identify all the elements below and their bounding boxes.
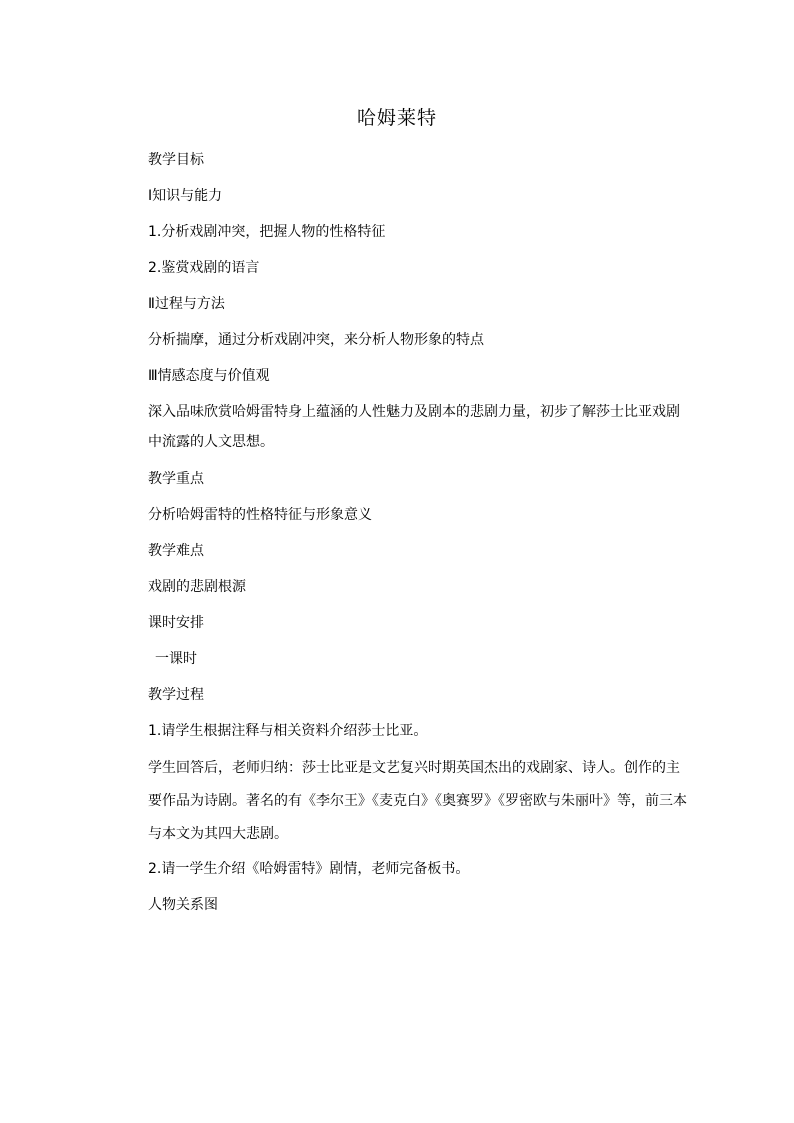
subheading-knowledge-ability: Ⅰ知识与能力 bbox=[148, 188, 223, 204]
process-step-2: 2.请一学生介绍《哈姆雷特》剧情，老师完备板书。 bbox=[148, 861, 470, 877]
heading-teaching-process: 教学过程 bbox=[148, 687, 204, 703]
schedule-text: 一课时 bbox=[155, 651, 197, 667]
difficulties-text: 戏剧的悲剧根源 bbox=[148, 579, 246, 595]
process-step-1: 1.请学生根据注释与相关资料介绍莎士比亚。 bbox=[148, 723, 428, 739]
process-method-text: 分析揣摩，通过分析戏剧冲突，来分析人物形象的特点 bbox=[148, 332, 484, 348]
teacher-summary-line-2: 要作品为诗剧。著名的有《李尔王》《麦克白》《奥赛罗》《罗密欧与朱丽叶》等，前三本 bbox=[148, 793, 687, 809]
emotion-values-paragraph-line-1: 深入品味欣赏哈姆雷特身上蕴涵的人性魅力及剧本的悲剧力量，初步了解莎士比亚戏剧 bbox=[148, 404, 680, 420]
emotion-values-paragraph-line-2: 中流露的人文思想。 bbox=[148, 434, 274, 450]
key-points-text: 分析哈姆雷特的性格特征与形象意义 bbox=[148, 507, 372, 523]
teacher-summary-line-3: 与本文为其四大悲剧。 bbox=[148, 826, 288, 842]
objective-item-2: 2.鉴赏戏剧的语言 bbox=[148, 260, 260, 276]
subheading-process-method: Ⅱ过程与方法 bbox=[148, 296, 225, 312]
heading-schedule: 课时安排 bbox=[148, 615, 204, 631]
subheading-emotion-values: Ⅲ情感态度与价值观 bbox=[148, 368, 270, 384]
objective-item-1: 1.分析戏剧冲突，把握人物的性格特征 bbox=[148, 224, 386, 240]
heading-teaching-objectives: 教学目标 bbox=[148, 152, 204, 168]
teacher-summary-line-1: 学生回答后，老师归纳：莎士比亚是文艺复兴时期英国杰出的戏剧家、诗人。创作的主 bbox=[148, 760, 680, 776]
heading-key-points: 教学重点 bbox=[148, 471, 204, 487]
document-title: 哈姆莱特 bbox=[356, 107, 437, 129]
heading-difficulties: 教学难点 bbox=[148, 543, 204, 559]
heading-character-relations: 人物关系图 bbox=[148, 897, 218, 913]
